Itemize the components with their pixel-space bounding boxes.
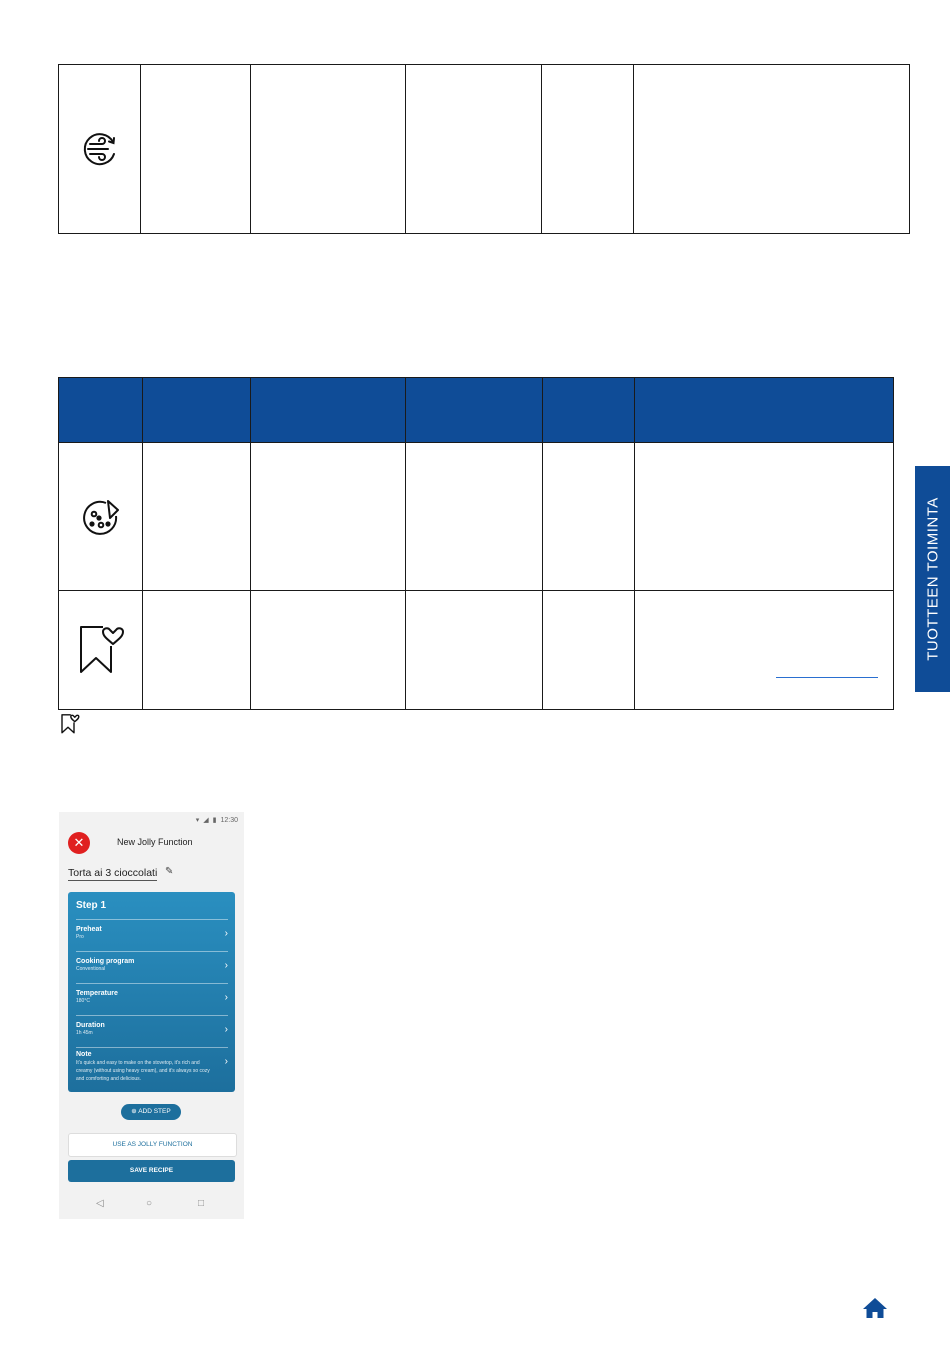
chevron-right-icon: › xyxy=(224,1056,228,1067)
chevron-right-icon: › xyxy=(224,1024,228,1035)
table-cell xyxy=(635,591,894,710)
fan-airflow-icon xyxy=(80,129,120,169)
table-row xyxy=(59,65,910,234)
row-label: Note xyxy=(76,1051,92,1058)
battery-icon: ▮ xyxy=(212,817,217,824)
chevron-right-icon: › xyxy=(224,960,228,971)
row-value: 180°C xyxy=(76,998,90,1004)
table-cell xyxy=(635,443,894,591)
bookmark-heart-icon xyxy=(76,624,126,676)
home-icon[interactable] xyxy=(862,1297,888,1319)
table-cell xyxy=(406,591,543,710)
table-cell xyxy=(406,443,543,591)
step-row-preheat[interactable] xyxy=(76,919,228,952)
signal-icon: ◢ xyxy=(203,817,209,824)
row-label: Duration xyxy=(76,1022,105,1029)
row-value: Conventional xyxy=(76,966,106,972)
row-value: It's quick and easy to make on the stovetop, it's rich and creamy (without using heavy cream), and it's always so cozy and comforting and delicious. xyxy=(76,1060,210,1082)
table-header-cell xyxy=(59,378,143,443)
close-button[interactable] xyxy=(68,832,90,854)
row-label: Temperature xyxy=(76,990,118,997)
add-step-button[interactable] xyxy=(121,1104,181,1120)
wifi-icon: ▾ xyxy=(195,817,200,824)
table-cell xyxy=(634,65,910,234)
home-circle-icon[interactable]: ○ xyxy=(146,1198,153,1209)
table-header-cell xyxy=(406,378,543,443)
status-time: 12:30 xyxy=(220,816,238,824)
table-cell xyxy=(543,443,635,591)
row-value: Pro xyxy=(76,934,84,940)
icon-cell xyxy=(59,65,141,234)
table-cell xyxy=(143,591,251,710)
table-header-cell xyxy=(635,378,894,443)
hyperlink-underline[interactable] xyxy=(776,677,878,678)
screen-title: New Jolly Function xyxy=(117,837,193,847)
use-as-jolly-function-button[interactable]: USE AS JOLLY FUNCTION xyxy=(68,1133,237,1157)
table-cell xyxy=(543,591,635,710)
row-value: 1h 45m xyxy=(76,1030,93,1036)
table-cell xyxy=(251,591,406,710)
table-cell xyxy=(542,65,634,234)
step-card xyxy=(68,892,235,1092)
table-cell xyxy=(251,65,406,234)
step-row-temperature[interactable] xyxy=(76,983,228,1016)
chevron-right-icon: › xyxy=(224,928,228,939)
table-2 xyxy=(58,377,894,710)
add-step-label: ADD STEP xyxy=(138,1108,171,1115)
icon-cell xyxy=(59,443,143,591)
recipe-name-field[interactable]: Torta ai 3 cioccolati xyxy=(68,867,158,879)
step-row-cooking-program[interactable] xyxy=(76,951,228,984)
table-cell xyxy=(406,65,542,234)
back-icon[interactable]: ◁ xyxy=(96,1198,104,1209)
table-header-cell xyxy=(143,378,251,443)
step-row-duration[interactable] xyxy=(76,1015,228,1048)
row-label: Preheat xyxy=(76,926,102,933)
row-label: Cooking program xyxy=(76,958,135,965)
table-cell xyxy=(143,443,251,591)
close-icon: ✕ xyxy=(73,835,85,850)
table-row xyxy=(59,443,894,591)
pencil-icon[interactable]: ✎ xyxy=(165,866,174,877)
table-header-row xyxy=(59,378,894,443)
side-tab-label: TUOTTEEN TOIMINTA xyxy=(924,497,941,661)
chevron-right-icon: › xyxy=(224,992,228,1003)
table-1 xyxy=(58,64,910,234)
step-title: Step 1 xyxy=(76,900,107,911)
pizza-icon xyxy=(80,496,122,538)
table-cell xyxy=(141,65,251,234)
step-row-note[interactable] xyxy=(76,1047,228,1092)
save-recipe-button[interactable]: SAVE RECIPE xyxy=(68,1160,235,1182)
android-nav-bar xyxy=(59,1196,244,1214)
table-cell xyxy=(251,443,406,591)
recents-icon[interactable]: □ xyxy=(198,1198,205,1209)
section-side-tab[interactable] xyxy=(915,466,950,692)
bookmark-heart-icon xyxy=(60,713,80,735)
status-bar xyxy=(196,816,238,824)
icon-cell xyxy=(59,591,143,710)
table-header-cell xyxy=(543,378,635,443)
table-row xyxy=(59,591,894,710)
table-header-cell xyxy=(251,378,406,443)
plus-circle-icon: ⊕ xyxy=(131,1108,137,1115)
phone-screenshot xyxy=(59,812,244,1219)
